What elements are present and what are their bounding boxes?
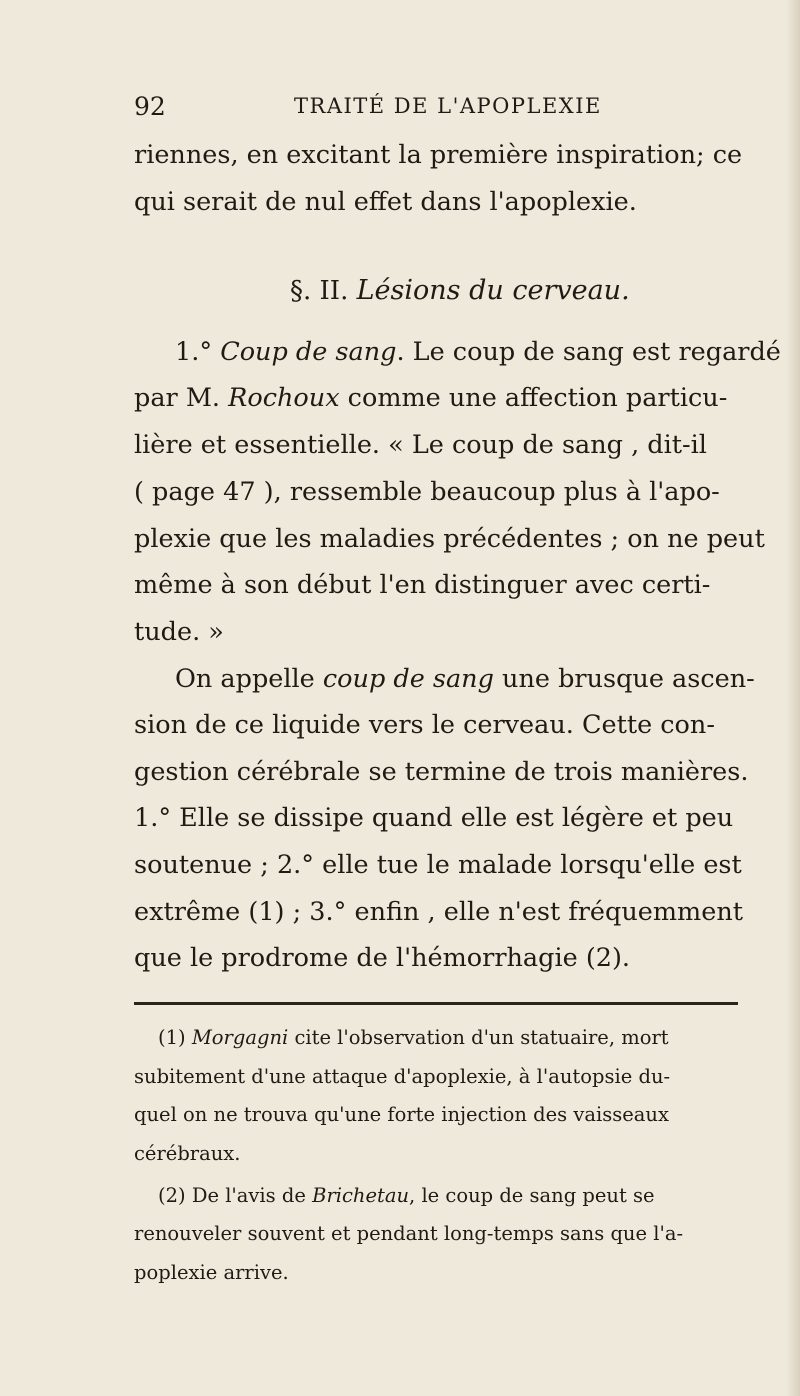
section-number: §. II. <box>290 276 349 306</box>
text-line: sion de ce liquide vers le cerveau. Cette con- <box>134 710 715 740</box>
text-line <box>175 664 800 694</box>
text-line: riennes, en excitant la première inspiration; ce <box>134 140 743 170</box>
section-title: Lésions du cerveau. <box>356 275 630 306</box>
text-line: 1.° Elle se dissipe quand elle est légère et peu <box>134 803 734 833</box>
line-text: que le prodrome de l'hémorrhagie (2). <box>134 943 631 973</box>
text-line <box>134 1224 764 1244</box>
line-text: par M. <box>134 383 229 413</box>
running-title: TRAITÉ DE L'APOPLEXIE <box>294 94 602 118</box>
text-line <box>134 1144 764 1164</box>
item-number: 1.° <box>175 337 221 367</box>
line-text: poplexie arrive. <box>134 1261 289 1284</box>
line-text: soutenue ; 2.° elle tue le malade lorsqu'elle est <box>134 850 742 880</box>
line-text: subitement d'une attaque d'apoplexie, à l'autopsie du- <box>134 1065 671 1088</box>
text-line: même à son début l'en distinguer avec certi- <box>134 570 711 600</box>
author-name: Rochoux <box>228 383 340 413</box>
line-text: comme une affection particu- <box>339 383 728 413</box>
italic-term: coup de sang <box>322 664 494 694</box>
text-line <box>134 1105 764 1125</box>
line-text: extrême (1) ; 3.° enfin , elle n'est fréquemment <box>134 897 743 927</box>
author-name: Morgagni <box>191 1026 289 1049</box>
text-line: tude. » <box>134 617 224 647</box>
line-text: une brusque ascen- <box>493 664 755 694</box>
text-line: qui serait de nul effet dans l'apoplexie. <box>134 187 637 217</box>
line-text: cérébraux. <box>134 1142 241 1165</box>
text-line <box>158 1186 788 1206</box>
footnote-separator <box>134 1002 738 1005</box>
author-name: Brichetau <box>312 1184 410 1207</box>
line-text: renouveler souvent et pendant long-temps sans que l'a- <box>134 1222 684 1245</box>
text-line: lière et essentielle. « Le coup de sang , dit-il <box>134 430 707 460</box>
line-text: cite l'observation d'un statuaire, mort <box>288 1026 669 1049</box>
page-header <box>134 92 764 132</box>
text-line <box>134 850 764 880</box>
text-line: plexie que les maladies précédentes ; on ne peut <box>134 524 765 554</box>
page-number: 92 <box>134 92 166 121</box>
line-text: . Le coup de sang est regardé <box>396 337 781 367</box>
text-line <box>175 337 800 367</box>
line-text: quel on ne trouva qu'une forte injection des vaisseaux <box>134 1103 669 1126</box>
text-line <box>134 383 764 413</box>
text-line <box>134 943 764 973</box>
section-heading <box>290 275 630 306</box>
footnote-marker: (1) <box>158 1026 192 1049</box>
text-line: gestion cérébrale se termine de trois manières. <box>134 757 749 787</box>
line-text: (2) De l'avis de <box>158 1184 313 1207</box>
text-line <box>158 1028 788 1048</box>
italic-term: Coup de sang <box>220 337 397 367</box>
line-text: On appelle <box>175 664 323 694</box>
text-line <box>134 1263 764 1283</box>
text-line <box>134 897 764 927</box>
page-edge-shadow <box>786 0 800 1396</box>
line-text: , le coup de sang peut se <box>409 1184 655 1207</box>
text-line <box>134 1067 764 1087</box>
text-line: ( page 47 ), ressemble beaucoup plus à l'apo- <box>134 477 720 507</box>
